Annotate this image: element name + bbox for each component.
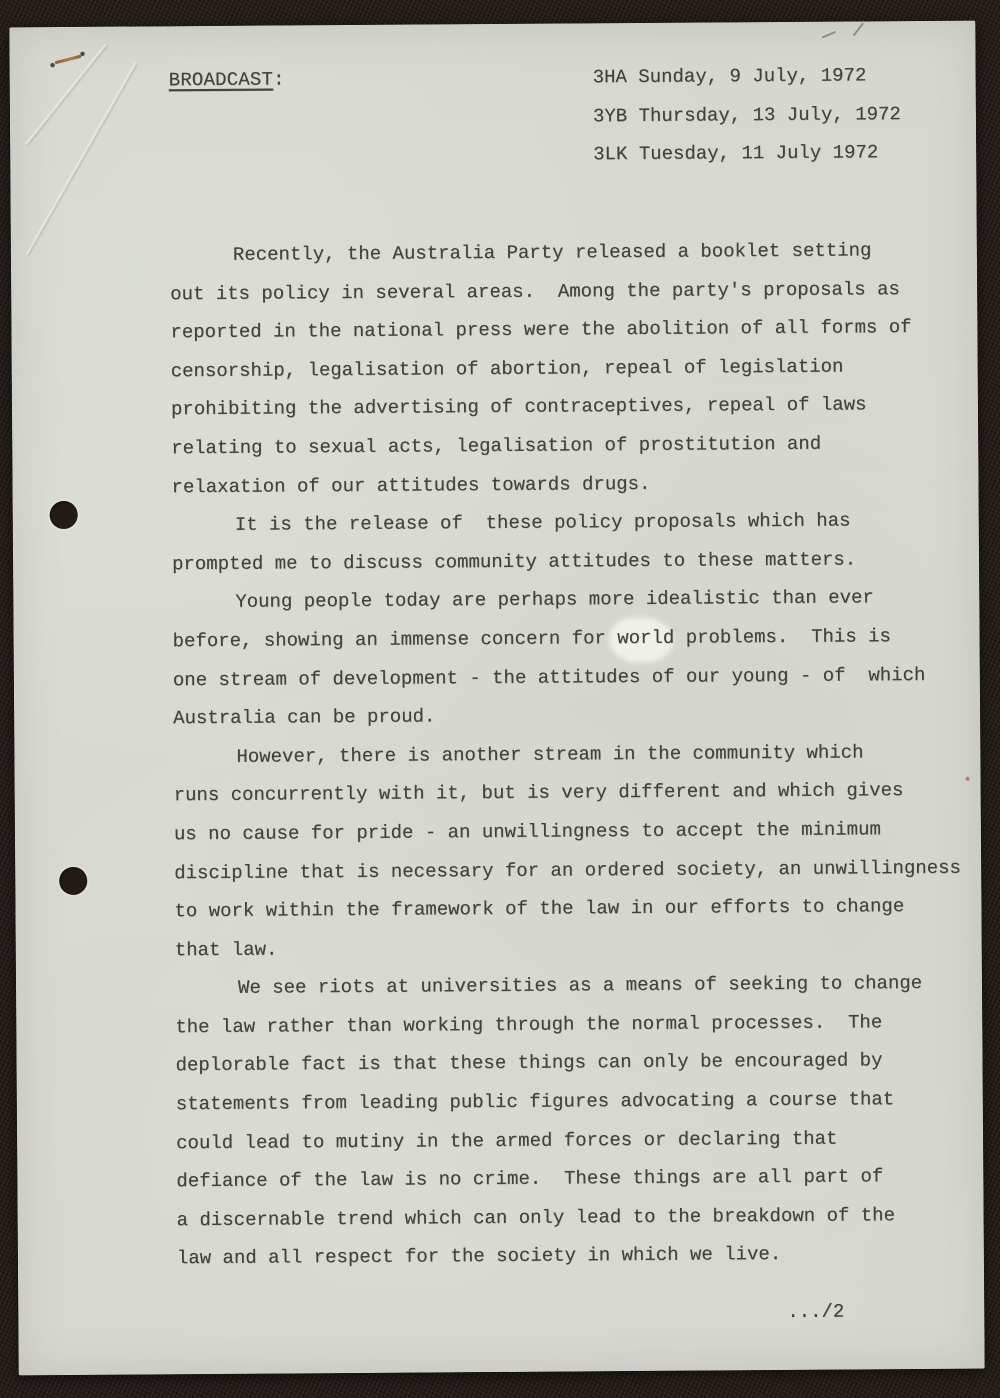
staple-hole-icon [51,63,55,67]
punch-hole-top [50,501,78,529]
text-line: could lead to mutiny in the armed forces or declaring that [176,1127,838,1154]
broadcast-dates-list [593,56,902,174]
text-line: to work within the framework of the law in our efforts to change [174,895,905,923]
staple-mark-icon [55,55,82,64]
text-line: Australia can be proud. [173,705,436,730]
text-line: However, there is another stream in the community which [236,741,864,768]
text-line: Recently, the Australia Party released a booklet setting [232,239,872,266]
text-line: We see riots at universities as a means of seeking to change [237,972,923,1000]
broadcast-label-colon: : [273,68,285,91]
text-line: It is the release of these policy proposals which has [234,509,851,536]
text-line: law and all respect for the society in which we live. [176,1243,782,1270]
text-line: runs concurrently with it, but is very different and which gives [173,779,904,807]
text-line: prohibiting the advertising of contraceptives, repeal of laws [170,393,867,421]
text-line: censorship, legalisation of abortion, repeal of legislation [170,355,844,383]
text-line: the law rather than working through the normal processes. The [175,1011,883,1039]
fold-crease-icon [26,62,136,254]
pencil-tick-icon [822,31,837,39]
text-line: before, showing an immense concern for world problems. This is [172,625,891,653]
broadcast-label-text: BROADCAST [168,68,274,92]
text-line: statements from leading public figures advocating a course that [175,1088,895,1116]
text-line: Young people today are perhaps more idealistic than ever [235,586,874,614]
broadcast-date-line: 3HA Sunday, 9 July, 1972 [592,64,867,89]
text-line: out its policy in several areas. Among the party's proposals as [170,277,900,305]
text-line: that law. [174,938,278,961]
text-line: prompted me to discuss community attitudes to these matters. [171,548,857,576]
text-line: relating to sexual acts, legalisation of prostitution and [171,432,822,460]
punch-hole-bottom [59,867,87,895]
text-line: relaxation of our attitudes towards drugs. [171,472,651,498]
text-line: one stream of development - the attitudes of our young - of which [172,663,926,691]
text-line: a discernable trend which can only lead to the breakdown of the [176,1204,896,1232]
text-line: us no cause for pride - an unwillingness to accept the minimum [173,818,881,846]
document-page [9,21,984,1376]
document-body [170,231,977,1279]
broadcast-date-line: 3YB Thursday, 13 July, 1972 [592,102,901,127]
text-line: discipline that is necessary for an ordered society, an unwillingness [174,856,962,884]
text-line: reported in the national press were the abolition of all forms of [170,316,912,344]
text-line: defiance of the law is no crime. These things are all part of [176,1165,884,1193]
broadcast-label [169,60,285,99]
staple-hole-icon [80,52,84,56]
page-continuation-mark: .../2 [787,1300,845,1323]
text-line: deplorable fact is that these things can only be encouraged by [175,1049,883,1077]
broadcast-date-line: 3LK Tuesday, 11 July 1972 [593,141,879,166]
pencil-slash-icon [853,23,864,37]
